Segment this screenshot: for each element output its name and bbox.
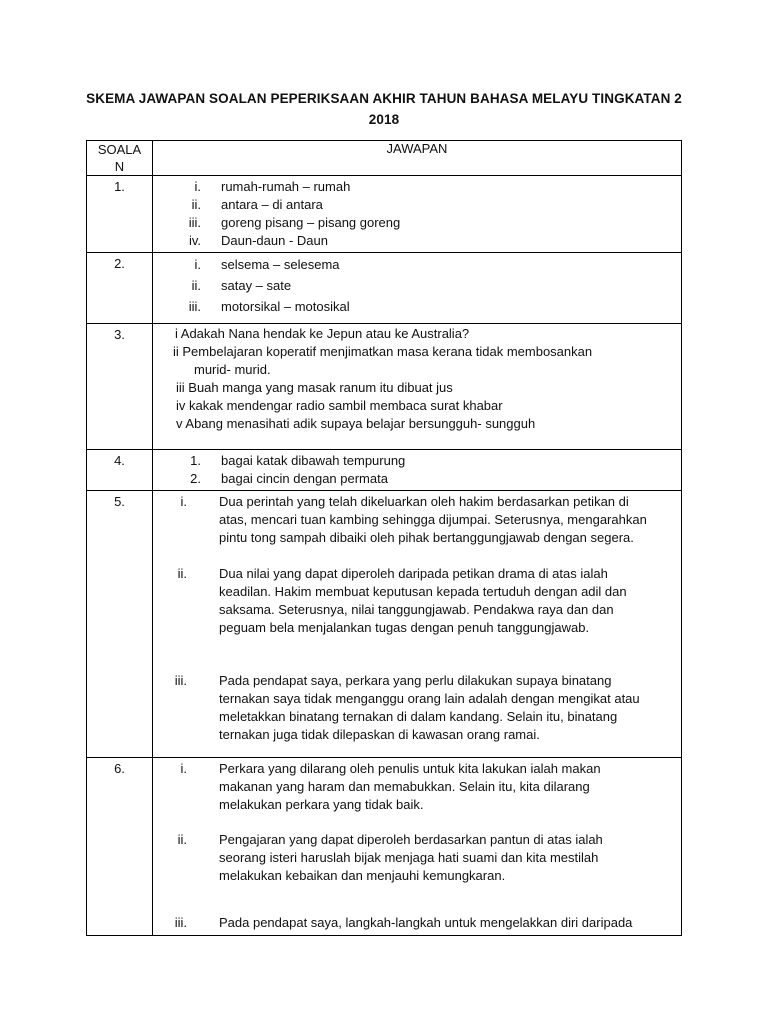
list-item: i. selsema – selesema (194, 257, 340, 272)
answer-cell (153, 491, 682, 758)
answer-cell (153, 450, 682, 491)
question-number: 3. (87, 324, 153, 450)
question-number: 5. (87, 491, 153, 758)
sentence-line: ii Pembelajaran koperatif menjimatkan masa kerana tidak membosankan (173, 344, 593, 359)
list-item: ii. Dua nilai yang dapat diperoleh daripada petikan drama di atas ialah keadilan. Hakim membuat keputusan kepada tertuduh dengan adil dan saksama. Seterusnya, nilai tanggungjawab. Pendakwa raya dan dan peguam bela menjalankan tugas dengan penuh tanggungjawab. (177, 566, 627, 635)
table-row (87, 491, 682, 758)
document-title (86, 88, 682, 130)
header-soalan-line-2: N (114, 159, 125, 174)
table-row (87, 758, 682, 936)
list-item: 2. bagai cincin dengan permata (190, 471, 388, 486)
sentence-line: i Adakah Nana hendak ke Jepun atau ke Australia? (175, 326, 470, 341)
header-soalan-line-1: SOALA (97, 142, 142, 157)
sentence-line: v Abang menasihati adik supaya belajar bersungguh- sungguh (176, 416, 536, 431)
table-row (87, 176, 682, 253)
table-header-row (87, 141, 682, 176)
list-item: iii. motorsikal – motosikal (188, 299, 350, 314)
table-row (87, 253, 682, 324)
list-item: iv. Daun-daun - Daun (188, 233, 328, 248)
list-item: ii. Pengajaran yang dapat diperoleh berdasarkan pantun di atas ialah seorang isteri haruslah bijak menjaga hati suami dan kita mestilah melakukan kebaikan dan menjauhi kemungkaran. (177, 832, 603, 883)
question-number: 2. (87, 253, 153, 324)
list-item: i. rumah-rumah – rumah (194, 179, 351, 194)
list-item: iii. goreng pisang – pisang goreng (188, 215, 401, 230)
answer-cell (153, 324, 682, 450)
list-item: ii. antara – di antara (191, 197, 323, 212)
list-item: iii. Pada pendapat saya, perkara yang perlu dilakukan supaya binatang ternakan saya tidak menganggu orang lain adalah dengan mengikat atau meletakkan binatang ternakan di dalam kandang. Selain itu, binatang ternakan juga tidak dilepaskan di kawasan orang ramai. (174, 673, 640, 742)
answer-cell (153, 758, 682, 936)
sentence-line: iv kakak mendengar radio sambil membaca surat khabar (176, 398, 503, 413)
list-item: i. Perkara yang dilarang oleh penulis untuk kita lakukan ialah makan makanan yang haram dan memabukkan. Selain itu, kita dilarang melakukan perkara yang tidak baik. (180, 761, 601, 812)
question-number: 4. (87, 450, 153, 491)
title-line-2: 2018 (368, 112, 400, 127)
list-item: 1. bagai katak dibawah tempurung (190, 453, 406, 468)
list-item: iii. Pada pendapat saya, langkah-langkah untuk mengelakkan diri daripada (174, 915, 633, 930)
sentence-line: iii Buah manga yang masak ranum itu dibuat jus (176, 380, 453, 395)
list-item: ii. satay – sate (191, 278, 292, 293)
question-number: 1. (87, 176, 153, 253)
sentence-line: murid- murid. (194, 362, 271, 377)
title-line-1: SKEMA JAWAPAN SOALAN PEPERIKSAAN AKHIR TAHUN BAHASA MELAYU TINGKATAN 2 (86, 91, 682, 106)
question-number: 6. (87, 758, 153, 936)
answer-cell (153, 176, 682, 253)
list-item: i. Dua perintah yang telah dikeluarkan oleh hakim berdasarkan petikan di atas, mencari tuan kambing sehingga dijumpai. Seterusnya, mengarahkan pintu tong sampah dibaiki oleh pihak bertanggungjawab dengan segera. (180, 494, 647, 545)
answer-cell (153, 253, 682, 324)
table-row (87, 450, 682, 491)
header-soalan (87, 141, 153, 176)
header-jawapan: JAWAPAN (153, 141, 682, 176)
table-row (87, 324, 682, 450)
answer-table (86, 140, 682, 936)
